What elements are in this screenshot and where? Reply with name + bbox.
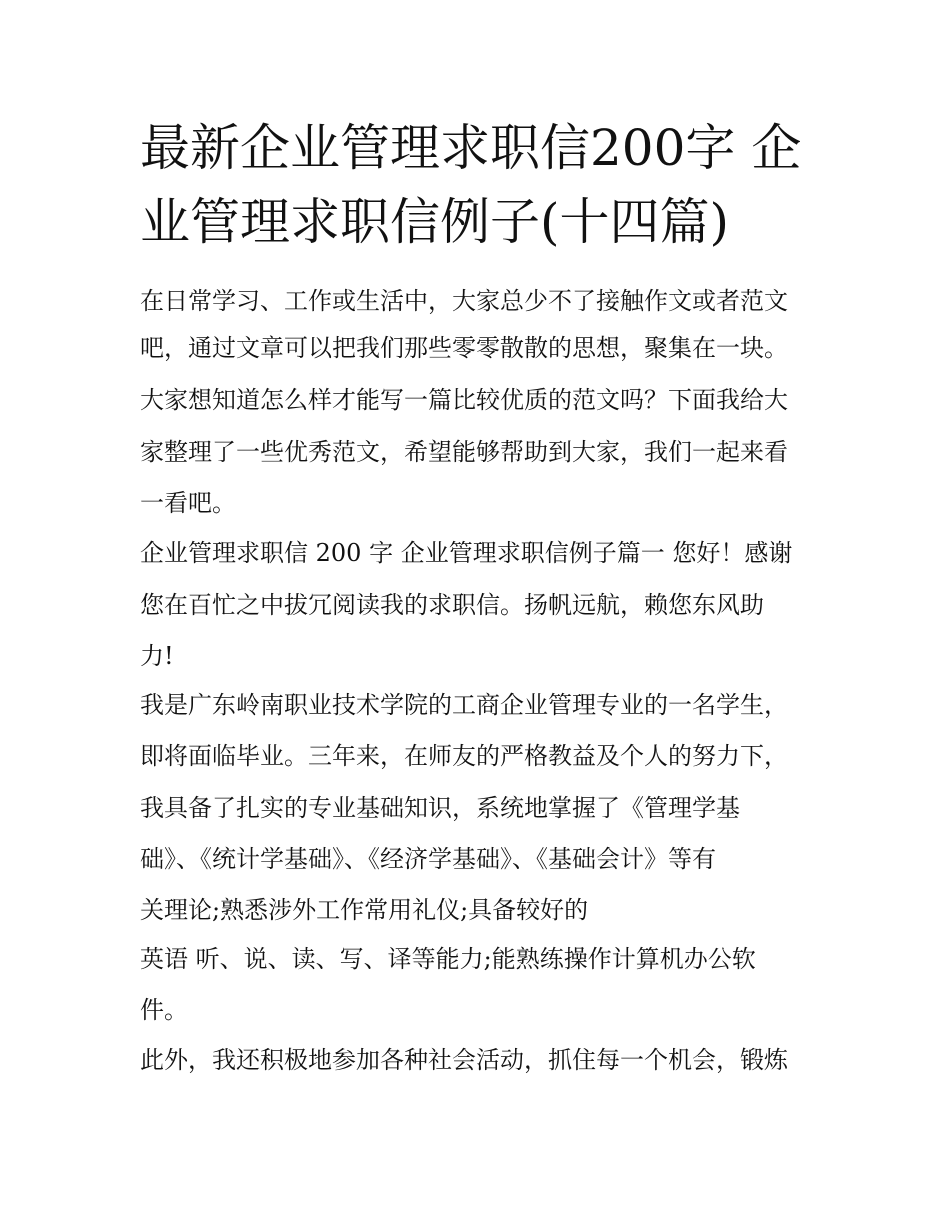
body-line: 您在百忙之中拔冗阅读我的求职信。扬帆远航，赖您东风助 xyxy=(140,591,764,619)
body-line: 我具备了扎实的专业基础知识，系统地掌握了《管理学基 xyxy=(140,794,740,822)
body-line: 即将面临毕业。三年来，在师友的严格教益及个人的努力下， xyxy=(140,742,788,770)
body-line: 关理论;熟悉涉外工作常用礼仪;具备较好的 xyxy=(140,896,589,924)
body-line: 家整理了一些优秀范文，希望能够帮助到大家，我们一起来看 xyxy=(140,438,788,466)
body-line: 我是广东岭南职业技术学院的工商企业管理专业的一名学生， xyxy=(140,691,788,719)
body-line: 一看吧。 xyxy=(140,489,236,517)
document-title-line-1: 最新企业管理求职信200字 企 xyxy=(140,119,802,177)
body-line: 件。 xyxy=(140,996,188,1024)
body-line: 力! xyxy=(140,642,174,670)
body-line: 在日常学习、工作或生活中，大家总少不了接触作文或者范文 xyxy=(140,287,788,315)
body-line: 企业管理求职信 200 字 企业管理求职信例子篇一 您好！感谢 xyxy=(140,539,793,567)
body-line: 吧，通过文章可以把我们那些零零散散的思想，聚集在一块。 xyxy=(140,334,788,362)
body-line: 大家想知道怎么样才能写一篇比较优质的范文吗？下面我给大 xyxy=(140,386,788,414)
body-line: 此外，我还积极地参加各种社会活动，抓住每一个机会，锻炼 xyxy=(140,1046,788,1074)
body-line: 英语 听、说、读、写、译等能力;能熟练操作计算机办公软 xyxy=(140,945,756,973)
document-title-line-2: 业管理求职信例子(十四篇) xyxy=(140,193,730,251)
body-line: 础》、《统计学基础》、《经济学基础》、《基础会计》等有 xyxy=(140,845,716,873)
